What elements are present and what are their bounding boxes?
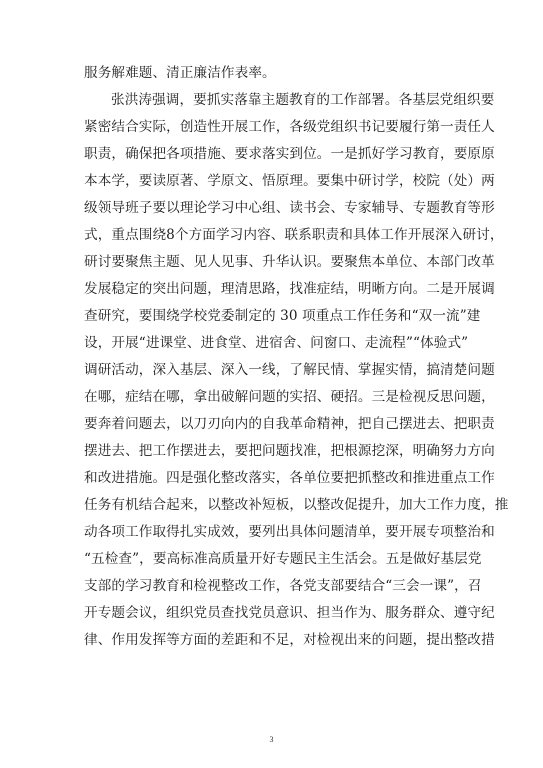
text-line-4: 职责，确保把各项措施、要求落实到位。一是抓好学习教育，要原原 — [84, 146, 495, 162]
text-line-10: 查研究，要围绕学校党委制定的 30 项重点工作任务和“双一流”建 — [84, 308, 481, 324]
text-line-9: 发展稳定的突出问题，理清思路，找准症结，明晰方向。二是开展调 — [84, 281, 495, 297]
text-line-5: 本本学，要读原著、学原文、悟原理。要集中研讨学，校院（处）两 — [84, 173, 495, 189]
text-line-6: 级领导班子要以理论学习中心组、读书会、专家辅导、专题教育等形 — [84, 200, 495, 216]
page-number: 3 — [269, 735, 274, 744]
text-line-8: 研讨要聚焦主题、见人见事、升华认识。要聚焦本单位、本部门改革 — [84, 254, 495, 270]
text-line-11: 设，开展“进课堂、进食堂、进宿舍、问窗口、走流程”“体验式” — [84, 335, 469, 351]
text-line-12: 调研活动，深入基层、深入一线，了解民情、掌握实情，搞清楚问题 — [84, 362, 495, 378]
text-line-1: 服务解难题、清正廉洁作表率。 — [84, 65, 276, 81]
text-line-16: 和改进措施。四是强化整改落实，各单位要把抓整改和推进重点工作 — [84, 470, 495, 486]
text-line-22: 律、作用发挥等方面的差距和不足，对检视出来的问题，提出整改措 — [84, 632, 495, 648]
text-line-15: 摆进去、把工作摆进去，要把问题找准，把根源挖深，明确努力方向 — [84, 443, 495, 459]
text-line-7: 式，重点围绕8个方面学习内容、联系职责和具体工作开展深入研讨， — [84, 227, 504, 243]
text-line-21: 开专题会议，组织党员查找党员意识、担当作为、服务群众、遵守纪 — [84, 605, 495, 621]
text-line-3: 紧密结合实际，创造性开展工作，各级党组织书记要履行第一责任人 — [84, 119, 495, 135]
text-line-13: 在哪，症结在哪，拿出破解问题的实招、硬招。三是检视反思问题， — [84, 389, 495, 405]
text-line-18: 动各项工作取得扎实成效，要列出具体问题清单，要开展专项整治和 — [84, 524, 495, 540]
text-line-19: “五检查”，要高标准高质量开好专题民主生活会。五是做好基层党 — [84, 551, 482, 567]
text-line-14: 要奔着问题去，以刀刃向内的自我革命精神，把自己摆进去、把职责 — [84, 416, 495, 432]
text-line-17: 任务有机结合起来，以整改补短板，以整改促提升，加大工作力度，推 — [84, 497, 509, 513]
text-line-2: 张洪涛强调，要抓实落靠主题教育的工作部署。各基层党组织要 — [111, 92, 495, 108]
document-body — [84, 60, 509, 654]
text-line-20: 支部的学习教育和检视整改工作，各党支部要结合“三会一课”，召 — [84, 578, 482, 594]
